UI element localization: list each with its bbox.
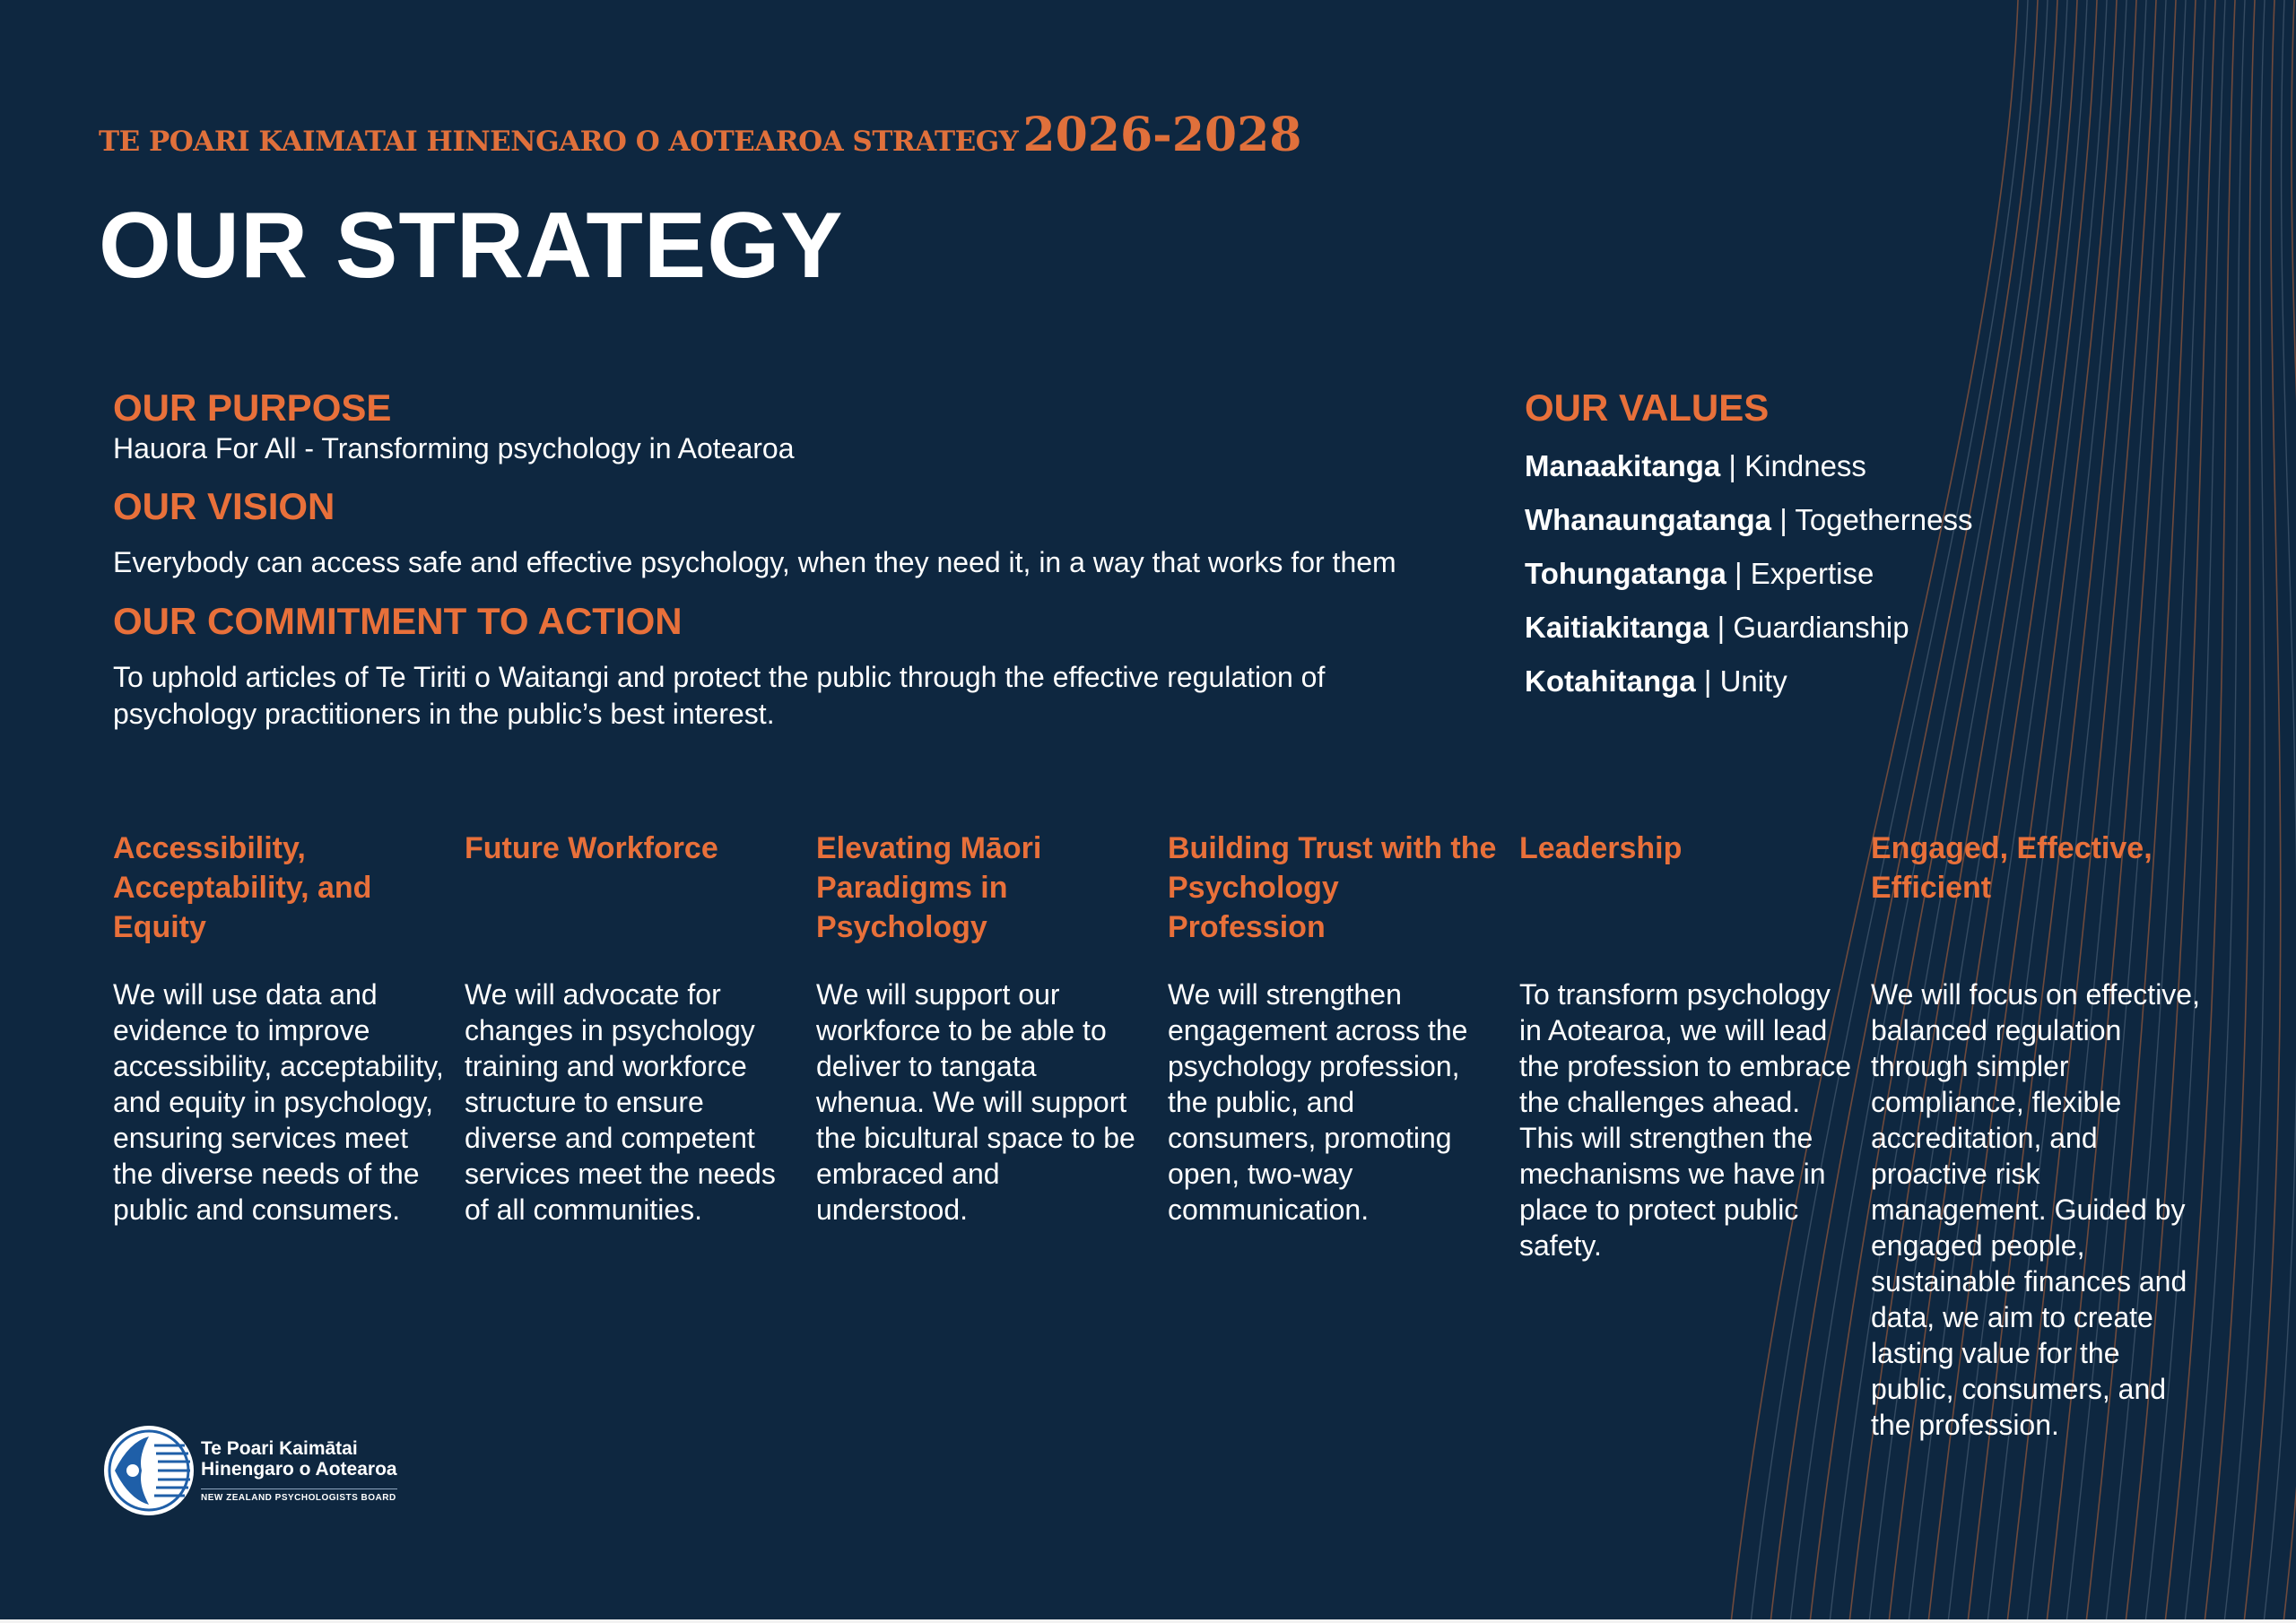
pillar-body: To transform psychology in Aotearoa, we will lead the profession to embrace the challenges ahead. This will strengthen the mechanisms we have in place to protect public safety. (1519, 978, 1851, 1262)
pillar-body: We will focus on effective, balanced regulation through simpler compliance, flexible accreditation, and proactive risk management. Guided by engaged people, sustainable finances and data, we aim to create lasting value for the public, consumers, and the profession. (1871, 978, 2200, 1441)
logo-line-1: Te Poari Kaimātai (201, 1438, 358, 1459)
value-item: Tohungatanga | Expertise (1525, 557, 1874, 590)
values-heading: OUR VALUES (1525, 386, 1770, 429)
pillar-title: Accessibility, Acceptability, and Equity (113, 831, 372, 944)
purpose-text: Hauora For All - Transforming psychology in Aotearoa (113, 432, 795, 464)
pillar-leadership (1519, 829, 1851, 1262)
decorative-line (2264, 0, 2296, 1623)
pillar-title: Engaged, Effective, Efficient (1871, 831, 2152, 905)
pillar-maori-paradigms (816, 829, 1148, 1226)
pillar-building-trust (1168, 829, 1500, 1226)
pillar-accessibility (113, 829, 445, 1226)
pillar-body: We will use data and evidence to improve accessibility, acceptability, and equity in psychology, ensuring services meet the diverse needs of the public and consumers. (113, 978, 444, 1226)
value-item: Manaakitanga | Kindness (1525, 449, 1866, 482)
decorative-line (2283, 0, 2296, 1623)
logo-line-3: NEW ZEALAND PSYCHOLOGISTS BOARD (201, 1488, 397, 1503)
decorative-line (2244, 0, 2281, 1623)
value-item: Kaitiakitanga | Guardianship (1525, 611, 1909, 644)
commitment-heading: OUR COMMITMENT TO ACTION (113, 600, 683, 642)
decorative-line (2224, 0, 2265, 1623)
commitment-text: To uphold articles of Te Tiriti o Waitangi and protect the public through the effective regulation of psychology practitioners in the public’s best interest. (113, 661, 1326, 730)
decorative-line (2205, 0, 2255, 1623)
purpose-heading: OUR PURPOSE (113, 386, 392, 429)
document-eyebrow (99, 108, 1301, 162)
values-list (1525, 448, 1972, 717)
bottom-border (0, 1619, 2296, 1623)
page-title: OUR STRATEGY (99, 194, 844, 298)
logo-wordmark (201, 1438, 397, 1503)
pillar-title: Building Trust with the Psychology Profession (1168, 831, 1497, 944)
pillar-body: We will support our workforce to be able to deliver to tangata whenua. We will support the bicultural space to be embraced and understood. (816, 978, 1135, 1226)
pillar-body: We will strengthen engagement across the psychology profession, the public, and consumers, promoting open, two-way communication. (1168, 978, 1468, 1226)
pillar-title: Elevating Māori Paradigms in Psychology (816, 831, 1042, 944)
pillar-engaged-effective (1871, 829, 2203, 1441)
value-item: Whanaungatanga | Togetherness (1525, 503, 1973, 536)
eyebrow-text: TE POARI KAIMATAI HINENGARO O AOTEAROA STRATEGY (99, 126, 1019, 158)
value-item: Kotahitanga | Unity (1525, 664, 1787, 698)
eyebrow-years: 2026-2028 (1022, 108, 1302, 162)
pillar-body: We will advocate for changes in psychology training and workforce structure to ensure diverse and competent services meet the needs of all communities. (465, 978, 776, 1226)
vision-heading: OUR VISION (113, 485, 335, 527)
vision-text: Everybody can access safe and effective psychology, when they need it, in a way that works for them (113, 546, 1396, 578)
pillar-title: Future Workforce (465, 831, 718, 865)
logo-line-2: Hinengaro o Aotearoa (201, 1459, 397, 1480)
pillar-future-workforce (465, 829, 796, 1226)
pillar-title: Leadership (1519, 831, 1683, 865)
